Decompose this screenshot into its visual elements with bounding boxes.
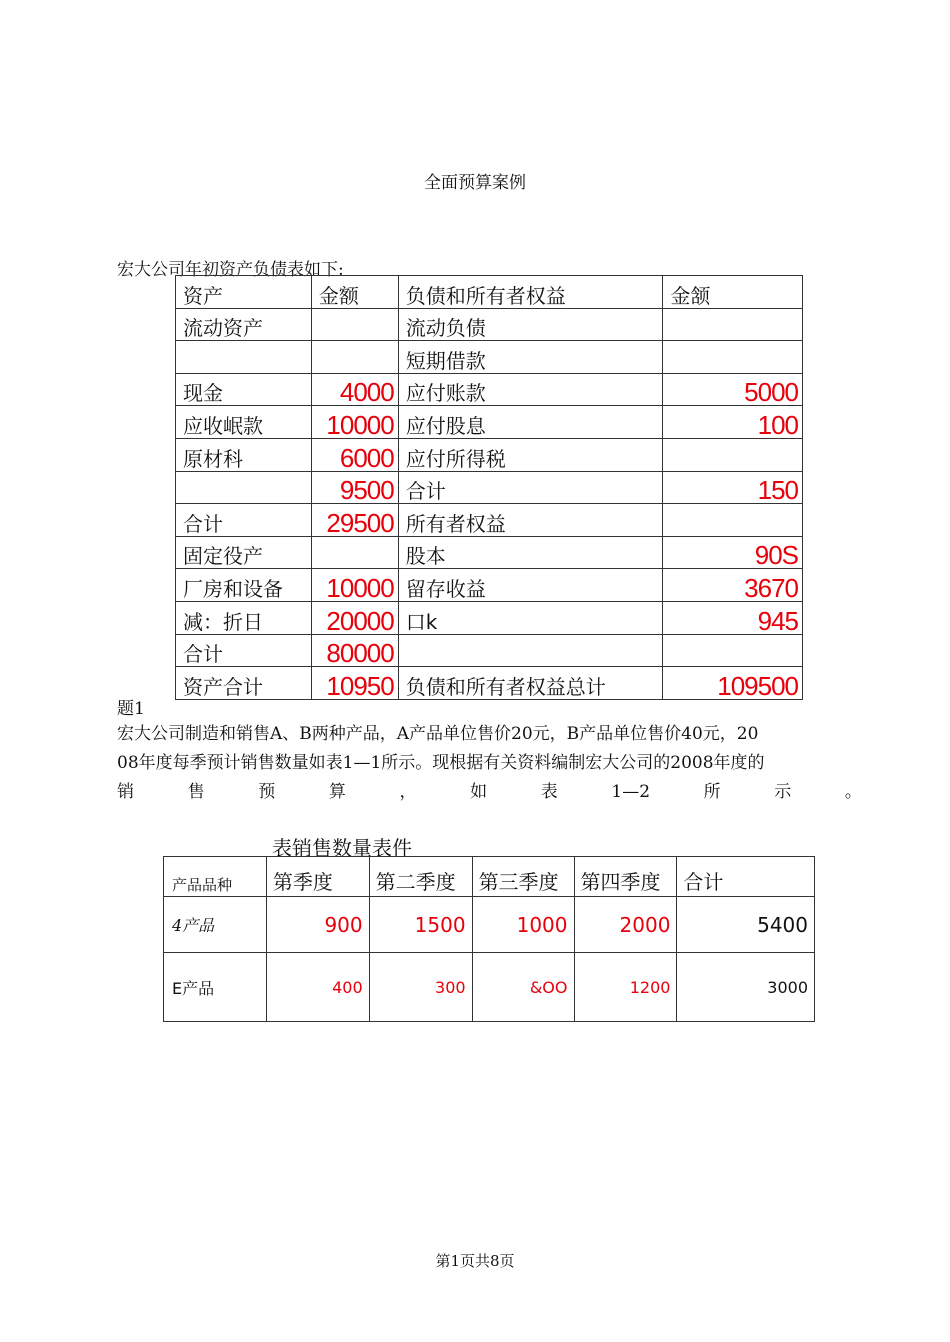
asset-label — [176, 471, 312, 504]
balance-sheet-row — [176, 471, 803, 504]
liability-amount — [663, 438, 803, 471]
total-value: 5400 — [677, 897, 815, 953]
balance-sheet-row — [176, 373, 803, 406]
asset-label: 现金 — [176, 373, 312, 406]
quarter-value: 1500 — [369, 897, 472, 953]
paragraph-line-2: 08年度每季预计销售数量如表1—1所示。现根据有关资料编制宏大公司的2008年度的 — [117, 753, 765, 773]
asset-amount: 29500 — [311, 504, 398, 537]
balance-sheet-row — [176, 601, 803, 634]
liability-amount: 5000 — [663, 373, 803, 406]
header-cell: 金颔 — [663, 276, 803, 309]
asset-amount: 9500 — [311, 471, 398, 504]
header-cell: 负债和所有者权益 — [398, 276, 663, 309]
product-name: E产品 — [164, 953, 267, 1022]
sales-header-cell: 第四季度 — [574, 857, 677, 897]
liability-amount: 100 — [663, 406, 803, 439]
liability-amount: 3670 — [663, 569, 803, 602]
balance-sheet-row — [176, 438, 803, 471]
sales-header-cell: 第二季度 — [369, 857, 472, 897]
sales-header-cell: 第三季度 — [472, 857, 574, 897]
asset-label: 固定役产 — [176, 536, 312, 569]
sales-row — [164, 953, 815, 1022]
liability-label: 合计 — [398, 471, 663, 504]
liability-label: 口k — [398, 601, 663, 634]
paragraph-word: 示 — [774, 782, 792, 802]
product-name: 4产品 — [164, 897, 267, 953]
balance-sheet-row — [176, 504, 803, 537]
paragraph — [117, 720, 862, 807]
asset-label: 原材科 — [176, 438, 312, 471]
sales-header-cell: 产品品种 — [164, 857, 267, 897]
asset-label: 厂房和设备 — [176, 569, 312, 602]
balance-sheet-row — [176, 569, 803, 602]
asset-label — [176, 341, 312, 374]
balance-sheet-row — [176, 634, 803, 667]
balance-sheet-row — [176, 667, 803, 700]
liability-label: 应付账款 — [398, 373, 663, 406]
liability-amount: 945 — [663, 601, 803, 634]
liability-label: 短期借款 — [398, 341, 663, 374]
page-footer: 第1页共8页 — [435, 1252, 515, 1270]
paragraph-word: 算 — [328, 782, 346, 802]
sales-header-row — [164, 857, 815, 897]
quarter-value: 300 — [369, 953, 472, 1022]
liability-amount: 90S — [663, 536, 803, 569]
liability-label: 股本 — [398, 536, 663, 569]
header-cell: 金额 — [311, 276, 398, 309]
intro-text: 宏大公司年初资产负债表如下: — [117, 260, 344, 280]
sales-row — [164, 897, 815, 953]
asset-label: 合计 — [176, 504, 312, 537]
liability-label — [398, 634, 663, 667]
asset-label: 合计 — [176, 634, 312, 667]
paragraph-word: 销 — [117, 782, 134, 802]
asset-amount: 10000 — [311, 569, 398, 602]
quarter-value: 2000 — [574, 897, 677, 953]
asset-label: 应收岷款 — [176, 406, 312, 439]
liability-amount: 109500 — [663, 667, 803, 700]
asset-amount: 20000 — [311, 601, 398, 634]
quarter-value: 900 — [266, 897, 369, 953]
paragraph-word: 所 — [703, 782, 721, 802]
paragraph-word: 售 — [187, 782, 205, 802]
paragraph-word: 1—2 — [611, 782, 651, 802]
paragraph-line-1: 宏大公司制造和销售A、B两种产品，A产品单位售价20元，B产品单位售价40元，20 — [117, 724, 759, 744]
balance-sheet-row — [176, 341, 803, 374]
paragraph-line-3 — [117, 778, 862, 807]
liability-amount: 150 — [663, 471, 803, 504]
paragraph-word: 。 — [844, 782, 862, 802]
asset-amount — [311, 308, 398, 341]
paragraph-word: ， — [399, 782, 417, 802]
quarter-value: 1000 — [472, 897, 574, 953]
header-cell: 资产 — [176, 276, 312, 309]
asset-amount: 4000 — [311, 373, 398, 406]
sales-quantity-table — [163, 856, 815, 1022]
liability-amount — [663, 634, 803, 667]
paragraph-word: 如 — [470, 782, 488, 802]
paragraph-word: 表 — [540, 782, 558, 802]
question-label: 题1 — [117, 699, 145, 719]
paragraph-word: 预 — [258, 782, 276, 802]
asset-amount: 10950 — [311, 667, 398, 700]
liability-amount — [663, 308, 803, 341]
asset-amount: 6000 — [311, 438, 398, 471]
total-value: 3000 — [677, 953, 815, 1022]
liability-amount — [663, 504, 803, 537]
balance-sheet-header-row — [176, 276, 803, 309]
sales-header-cell: 第季度 — [266, 857, 369, 897]
balance-sheet-row — [176, 536, 803, 569]
page-title: 全面预算案例 — [424, 173, 526, 193]
quarter-value: 1200 — [574, 953, 677, 1022]
quarter-value: 400 — [266, 953, 369, 1022]
liability-label: 所有者权益 — [398, 504, 663, 537]
liability-label: 应付所得税 — [398, 438, 663, 471]
asset-amount — [311, 341, 398, 374]
sales-header-cell: 合计 — [677, 857, 815, 897]
asset-label: 流动资产 — [176, 308, 312, 341]
asset-label: 减：折日 — [176, 601, 312, 634]
asset-amount: 80000 — [311, 634, 398, 667]
liability-label: 负债和所有者权益总计 — [398, 667, 663, 700]
asset-amount — [311, 536, 398, 569]
liability-label: 应付股息 — [398, 406, 663, 439]
balance-sheet-table — [175, 275, 803, 700]
balance-sheet-row — [176, 308, 803, 341]
liability-label: 留存收益 — [398, 569, 663, 602]
asset-label: 资产合计 — [176, 667, 312, 700]
balance-sheet-row — [176, 406, 803, 439]
sales-table-caption: 表销售数量表件 — [272, 836, 412, 860]
asset-amount: 10000 — [311, 406, 398, 439]
liability-amount — [663, 341, 803, 374]
liability-label: 流动负债 — [398, 308, 663, 341]
quarter-value: &OO — [472, 953, 574, 1022]
